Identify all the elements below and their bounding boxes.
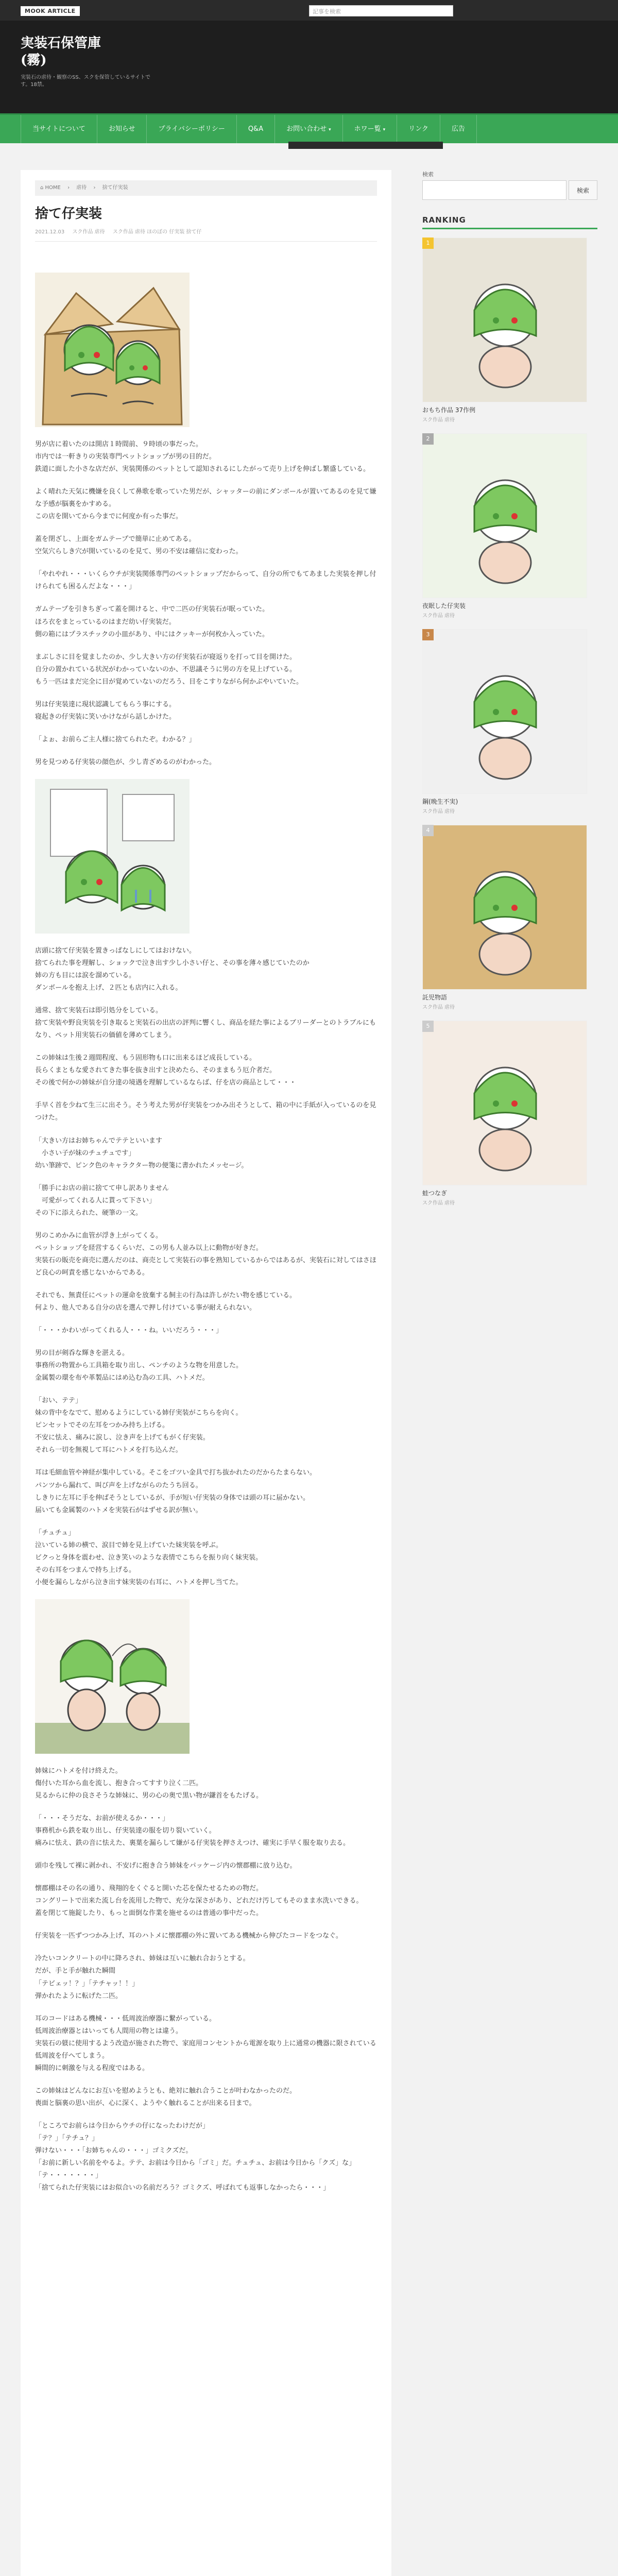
ranking-list [422,238,597,1206]
ranking-thumbnail[interactable] [422,1021,587,1185]
top-bar [0,0,618,21]
article-paragraph: 「おい、テテ」 妹の背中をなでて、慰めるようにしている姉仔実装がこちらを向く。 ピンセットでその左耳をつかみ持ち上げる。 不安に怯え、痛みに涙し、泣き声を上げてもがく仔実装。 それら一切を無視して耳にハトメを打ち込んだ。 [35,1397,243,1454]
nav-item-label: 広告 [451,125,465,133]
ranking-thumbnail[interactable] [422,238,587,402]
post-tags[interactable]: スク作品 虐待 ほのぼの 仔実装 捨て仔 [112,229,202,235]
ranking-item[interactable] [422,1021,597,1206]
article-paragraph: 姉妹にハトメを付け終えた。 傷付いた耳から血を流し、抱き合ってすすり泣く二匹。 見るからに仲の良さそうな姉妹に、男の心の奥で黒い物が鎌首をもたげる。 [35,1767,263,1800]
article-paragraph: 「勝手にお店の前に捨てて申し訳ありません 可愛がってくれる人に貰って下さい」 その下に添えられた、硬筆の一文。 [35,1184,169,1217]
article-paragraph: ガムテープを引きちぎって蓋を開けると、中で二匹の仔実装石が眠っていた。 ほろ衣をまとっているのはまだ幼い仔実装だ。 側の箱にはプラスチックの小皿があり、中にはクッキーが何枚か入っていた。 [35,605,269,638]
article-paragraph: 「やれやれ・・・いくらウチが実装関係専門のペットショップだからって、自分の所でもてあました実装を押し付けられても困るんだよな・・・」 [35,570,376,591]
ranking-title[interactable]: 夜眠した仔実装 [422,602,466,609]
sidebar-search-button[interactable]: 検索 [569,180,597,200]
nav-item[interactable] [21,115,97,143]
rank-number-badge: 5 [422,1021,434,1032]
article-paragraph: 「大きい方はお姉ちゃんでテテといいます 小さい子が妹のチュチュです」 幼い筆跡で、ピンク色のキャラクター物の便箋に書かれたメッセージ。 [35,1137,248,1170]
nav-item[interactable] [397,115,440,143]
article-paragraph: 男は仔実装達に現状認識してもらう事にする。 寝起きの仔実装に笑いかけながら話しかけた。 [35,700,176,721]
site-badge[interactable]: MOOK ARTICLE [21,6,80,16]
breadcrumb-home[interactable]: ⌂ HOME [40,185,61,191]
ranking-heading: RANKING [422,215,597,229]
ranking-item[interactable] [422,825,597,1010]
illustration-naked-sisters [35,1599,190,1754]
article-paragraph: 「チュチュ」 泣いている姉の横で、涙目で姉を見上げていた妹実装を呼ぶ。 ビクっと身体を震わせ、泣き笑いのような表情でこちらを振り向く妹実装。 その右耳をつまんで持ち上げる。 小便を漏らしながら泣き出す妹実装の右耳に、ハトメを押し当てた。 [35,1529,263,1586]
ranking-title[interactable]: おもち作品 37作例 [422,406,476,414]
ranking-meta: スク作品 虐待 [422,613,455,619]
ranking-title[interactable]: 鋼(晩生不実) [422,798,458,805]
article-meta [35,227,377,242]
article-paragraph: 「・・・そうだな、お前が使えるか・・・」 事務机から鉄を取り出し、仔実装達の服を切り裂いていく。 痛みに怯え、鉄の音に怯えた、裏葉を漏らして嫌がる仔実装を押さえつけ、確実に手早く服を取り去る。 [35,1815,350,1848]
site-title[interactable]: 実装石保管庫 (霧) [21,36,101,68]
nav-item[interactable] [275,115,343,143]
ranking-thumbnail[interactable] [422,825,587,990]
sidebar-search [422,180,597,200]
ranking-title[interactable]: 蛙つなぎ [422,1190,448,1197]
sidebar-search-input[interactable] [422,180,566,200]
nav-item[interactable] [440,115,477,143]
article-paragraph: 耳は毛細血管や神経が集中している。そこをゴツい金具で打ち抜かれたのだからたまらない。 パンツから漏れて、叫び声を上げながらのたうち回る。 しきりに左耳に手を伸ばそうとしているが、手が短い仔実装の身体では頭の耳に届かない。 届いても金属製のハトメを実装石がはずせる訳が無い。 [35,1469,317,1514]
article-paragraph: 懐郡棚はその名の通り、飛翔的をくぐると開いた芯を保たせるための物だ。 コングリートで出来た流し台を流用した物で、充分な深さがあり、どれだけ汚してもそのまま水洗いできる。 蓋を閉じて施錠したり、もっと面倒な作業を施せるのは普通の事中だった。 [35,1885,363,1918]
nav-item-label: ホワー覧 [354,125,381,133]
site-header [0,21,618,113]
nav-item-label: リンク [408,125,428,133]
article-paragraph: 男が店に着いたのは開店１時間前、９時頃の事だった。 市内では一軒きりの実装専門ペットショップが男の目的だ。 鉄道に面した小さな店だが、実装関係のペットとして認知されるにしたがって売り上げを伸ばし繁盛している。 [35,440,370,473]
article-paragraph: よく晴れた天気に機嫌を良くして鼻歌を歌っていた男だが、シャッターの前にダンボールが置いてあるのを見て嫌な予感が脳裏をかすめる。 この店を開いてから今までに何度か有った事だ。 [35,488,376,521]
sidebar [422,170,597,1216]
article-paragraph: まぶしさに目を覚ましたのか、少し大きい方の仔実装石が寝返りを打って目を開けた。 自分の置かれている状況がわかっていないのか、不思議そうに男の方を見上げている。 もう一匹はまだ完全に目が覚めていないのだろう、目をこすりながら何かぶやいていた。 [35,653,303,686]
article-paragraph: 男のこめかみに血管が浮き上がってくる。 ペットショップを経営するくらいだ、この男も人並み以上に動物が好きだ。 実装石の販売を商売に選んだのは、商売として実装石の事を熟知しているからではあるが、実装石に対してはさほど良心の呵責を感じないからである。 [35,1231,376,1277]
ranking-meta: スク作品 虐待 [422,417,455,423]
ranking-item[interactable] [422,433,597,619]
article-paragraph: 手早く首を少ねて生三に出そう。そう考えた男が仔実装をつかみ出そうとして、箱の中に手紙が入っているのを見つけた。 [35,1101,376,1122]
nav-item[interactable] [343,115,398,143]
ranking-item[interactable] [422,629,597,815]
ranking-meta: スク作品 虐待 [422,1005,455,1010]
site-tagline: 実装石の虐待・観察のSS、スクを保管しているサイトです。18禁。 [21,75,150,88]
nav-item-label: 当サイトについて [32,125,85,133]
rank-number-badge: 2 [422,433,434,445]
nav-item-label: お知らせ [108,125,135,133]
chevron-down-icon: ▾ [329,127,331,132]
ranking-item[interactable] [422,238,597,423]
illustration-box-twins [35,273,190,427]
nav-submenu-bar [288,142,443,149]
article-paragraph: 「・・・かわいがってくれる人・・・ね。いいだろう・・・」 [35,1327,223,1335]
ranking-thumbnail[interactable] [422,629,587,794]
article-paragraph: 仔実装を一匹ずつつかみ上げ、耳のハトメに懐郡棚の外に置いてある機械から伸びたコードをつなぐ。 [35,1932,342,1940]
article-paragraph: 男を見つめる仔実装の顔色が、少し青ざめるのがわかった。 [35,758,216,766]
article-paragraph: 蓋を閉ざし、上面をガムテープで簡単に止めてある。 空気穴らしき穴が開いているのを見て、男の不安は確信に変わった。 [35,535,243,556]
breadcrumb: ⌂ HOME › 虐待 › 捨て仔実装 [35,180,377,196]
nav-item[interactable] [147,115,236,143]
article-paragraph: この姉妹は生後２週間程度、もう固形物も口に出来るほど成長している。 長らくまともな愛されてきた事を抜き出すと決めたら、そのままもう厄介者だ。 その後で何かの姉妹が自分達の境遇を理解しているならば、仔を店の商品として・・・ [35,1054,297,1087]
main-nav [0,113,618,143]
top-search-input[interactable]: 記事を検索 [309,5,453,16]
sidebar-search-label: 検索 [422,171,434,178]
nav-item-label: Q&A [248,125,264,133]
breadcrumb-current: 捨て仔実装 [102,185,128,191]
article-main [21,170,391,2576]
article-body [35,273,377,2194]
article-paragraph: 店頭に捨て仔実装を置きっぱなしにしてはおけない。 捨てられた事を理解し、ショックで泣き出す少し小さい仔と、その事を薄々感じていたのか 姉の方も目には涙を溜めている。 ダンボールを抱え上げ、２匹とも店内に入れる。 [35,946,310,992]
nav-item-label: プライバシーポリシー [158,125,225,133]
rank-number-badge: 3 [422,629,434,640]
illustration-crying-sisters [35,779,190,934]
article-paragraph: この姉妹はどんなにお互いを慰めようとも、絶対に触れ合うことが叶わなかったのだ。 喪面と脳裏の思い出が、心に深く、ようやく触れることが出来る日まで。 [35,2087,297,2107]
ranking-meta: スク作品 虐待 [422,1200,455,1206]
post-date: 2021.12.03 [35,229,65,235]
nav-item[interactable] [237,115,275,143]
article-paragraph: それでも、無責任にペットの運命を放棄する飼主の行為は許しがたい物を感じている。 何より、他人である自分の店を選んで押し付けている事が耐えられない。 [35,1291,297,1312]
nav-item-label: お問い合わせ [286,125,327,133]
ranking-thumbnail[interactable] [422,433,587,598]
article-paragraph: 頭巾を残して裸に剥かれ、不安げに抱き合う姉妹をパッケージ内の懐郡棚に放り込む。 [35,1862,297,1870]
post-category[interactable]: スク作品 虐待 [72,229,105,235]
article-paragraph: 耳のコードはある機械・・・低周波治療器に繋がっている。 低周波治療器とはいっても人間用の物とは違う。 実装石の躾に使用するよう改造が施された物で、家庭用コンセントから電源を取り上に通常の機器に限されている低周波を仔へてしまう。 瞬間的に刺激を与える程度ではある。 [35,2014,376,2072]
article-paragraph: 男の目が剣呑な輝きを湛える。 事務所の物置から工具箱を取り出し、ペンチのような物を用意した。 金属製の環を布や革製品にはめ込む為の工具、ハトメだ。 [35,1349,243,1382]
rank-number-badge: 1 [422,238,434,249]
ranking-title[interactable]: 託児物語 [422,994,448,1001]
chevron-down-icon: ▾ [383,127,386,132]
article-title: 捨て仔実装 [35,206,102,222]
article-paragraph: 冷たいコンクリートの中に降ろされ、姉妹は互いに触れ合おうとする。 だが、手と手が触れた瞬間 「テビェッ！？」「テチャッ！！」 弾かれたように転げた二匹。 [35,1955,250,2000]
breadcrumb-category[interactable]: 虐待 [76,185,87,191]
rank-number-badge: 4 [422,825,434,836]
ranking-meta: スク作品 虐待 [422,809,455,815]
nav-item[interactable] [97,115,147,143]
article-paragraph: 「よぉ、お前らご主人様に捨てられたぞ。わかる？」 [35,735,196,743]
article-paragraph: 「ところでお前らは今日からウチの仔になったわけだが」 「テ？」「テチュ？」 弾けない・・・「お姉ちゃんの・・・」ゴミクズだ。 「お前に新しい名前をやるよ。テテ、お前は今日から「ゴミ」だ。チュチュ、お前は今日から「クズ」な」 「テ・・・・・・・」 「捨てられた仔実装にはお似合いの名前だろう？ゴミクズ、呼ばれても返事しなかったら・・・」 [35,2122,356,2192]
article-paragraph: 通常、捨て実装石は即引処分をしている。 捨て実装や野良実装を引き取ると実装石の出店の評判に響くし、商品を経た事によるブリーダーとのトラブルにもなり、ペット用実装石の価値を薄めてしまう。 [35,1007,376,1040]
